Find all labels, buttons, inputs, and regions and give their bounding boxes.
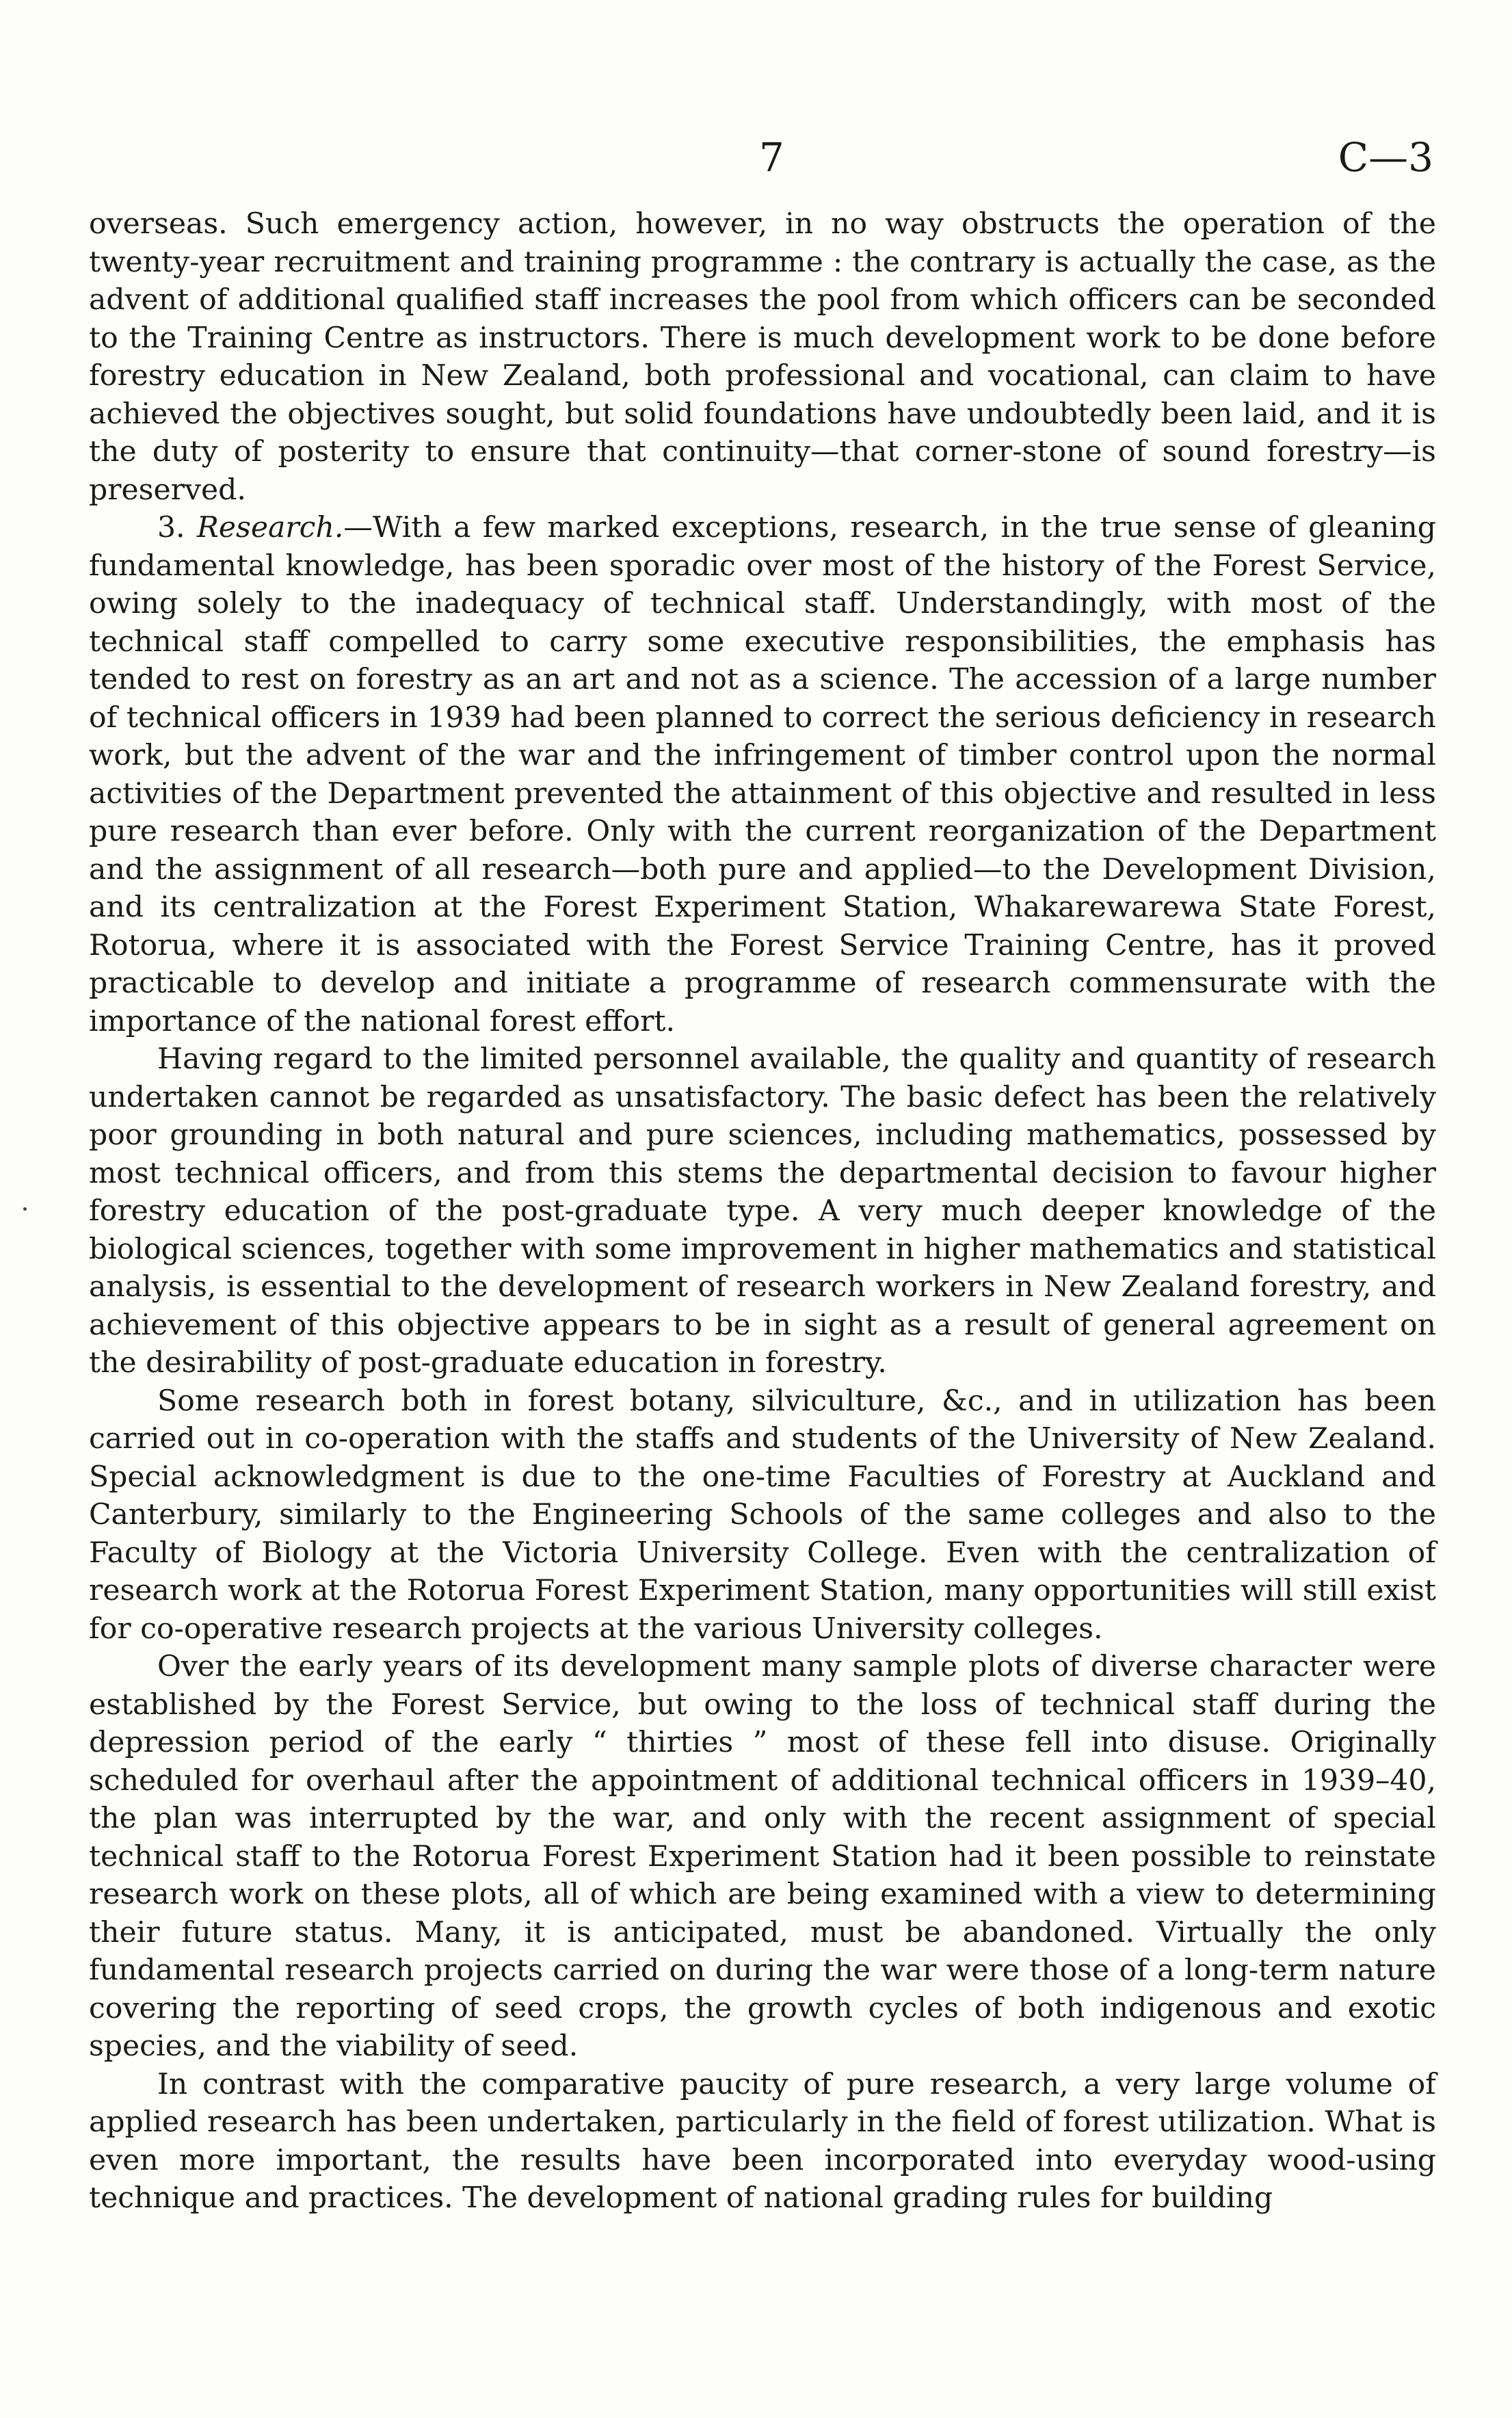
paragraph-text: Over the early years of its development many sample plots of diverse character were established by the Forest Service, but owing to the loss of technical staff during the depression period of the early “ thirties ” most of these fell into disuse. Originally scheduled for overhaul after the appointment of additional technical officers in 1939–40, the plan was interrupted by the war, and only with the recent assignment of special technical staff to the Rotorua Forest Experiment Station had it been possible to reinstate research work on these plots, all of which are being examined with a view to determining their future status. Many, it is anticipated, must be abandoned. Virtually the only fundamental research projects carried on during the war were those of a long-term nature covering the reporting of seed crops, the growth cycles of both indigenous and exotic species, and the viability of seed. bbox=[89, 1650, 1436, 2063]
paragraph-text: —With a few marked exceptions, research, in the true sense of gleaning fundamental knowledge, has been sporadic over most of the history of the Forest Service, owing solely to the inadequacy of technical staff. Understandingly, with most of the technical staff compelled to carry some executive responsibilities, the emphasis has tended to rest on forestry as an art and not as a science. The accession of a large number of technical officers in 1939 had been planned to correct the serious deficiency in research work, but the advent of the war and the infringement of timber control upon the normal activities of the Department prevented the attainment of this objective and resulted in less pure research than ever before. Only with the current reorganization of the Department and the assignment of all research—both pure and applied—to the Development Division, and its centralization at the Forest Experiment Station, Whakarewarewa State Forest, Rotorua, where it is associated with the Forest Service Training Centre, has it proved practicable to develop and initiate a programme of research commensurate with the importance of the national forest effort. bbox=[89, 511, 1436, 1038]
paragraph-text: Having regard to the limited personnel available, the quality and quantity of research undertaken cannot be regarded as unsatisfactory. The basic defect has been the relatively poor grounding in both natural and pure sciences, including mathematics, possessed by most technical officers, and from this stems the departmental decision to favour higher forestry education of the post-graduate type. A very much deeper knowledge of the biological sciences, together with some improvement in higher mathematics and statistical analysis, is essential to the development of research workers in New Zealand forestry, and achievement of this objective appears to be in sight as a result of general agreement on the desirability of post-graduate education in forestry. bbox=[89, 1042, 1436, 1380]
paragraph-text: In contrast with the comparative paucity of pure research, a very large volume of applied research has been undertaken, particularly in the field of forest utilization. What is even more important, the results have been incorporated into everyday wood-using technique and practices. The development of national grading rules for building bbox=[89, 2067, 1436, 2215]
paragraph-personnel bbox=[89, 1040, 1436, 1382]
paragraph-cooperation bbox=[89, 1382, 1436, 1648]
paragraph-text: Some research both in forest botany, silviculture, &c., and in utilization has been carried out in co-operation with the staffs and students of the University of New Zealand. Special acknowledgment is due to the one-time Faculties of Forestry at Auckland and Canterbury, similarly to the Engineering Schools of the same colleges and also to the Faculty of Biology at the Victoria University College. Even with the centralization of research work at the Rotorua Forest Experiment Station, many opportunities will still exist for co-operative research projects at the various University colleges. bbox=[89, 1384, 1436, 1646]
section-heading: Research. bbox=[196, 511, 344, 544]
page-number: 7 bbox=[759, 134, 784, 181]
page-header bbox=[0, 130, 1512, 185]
section-number: 3. bbox=[157, 511, 185, 544]
document-reference: C—3 bbox=[1338, 134, 1433, 181]
paragraph-applied-research bbox=[89, 2066, 1436, 2218]
body-text bbox=[89, 205, 1436, 2218]
paragraph-continuation bbox=[89, 205, 1436, 509]
paragraph-sample-plots bbox=[89, 1648, 1436, 2066]
paragraph-text: overseas. Such emergency action, however, in no way obstructs the operation of the twenty-year recruitment and training programme : the contrary is actually the case, as the advent of additional qualified staff increases the pool from which officers can be seconded to the Training Centre as instructors. There is much development work to be done before forestry education in New Zealand, both professional and vocational, can claim to have achieved the objectives sought, but solid foundations have undoubtedly been laid, and it is the duty of posterity to ensure that continuity—that corner-stone of sound forestry—is preserved. bbox=[89, 207, 1436, 507]
paragraph-research bbox=[89, 509, 1436, 1040]
margin-mark bbox=[23, 1207, 27, 1211]
